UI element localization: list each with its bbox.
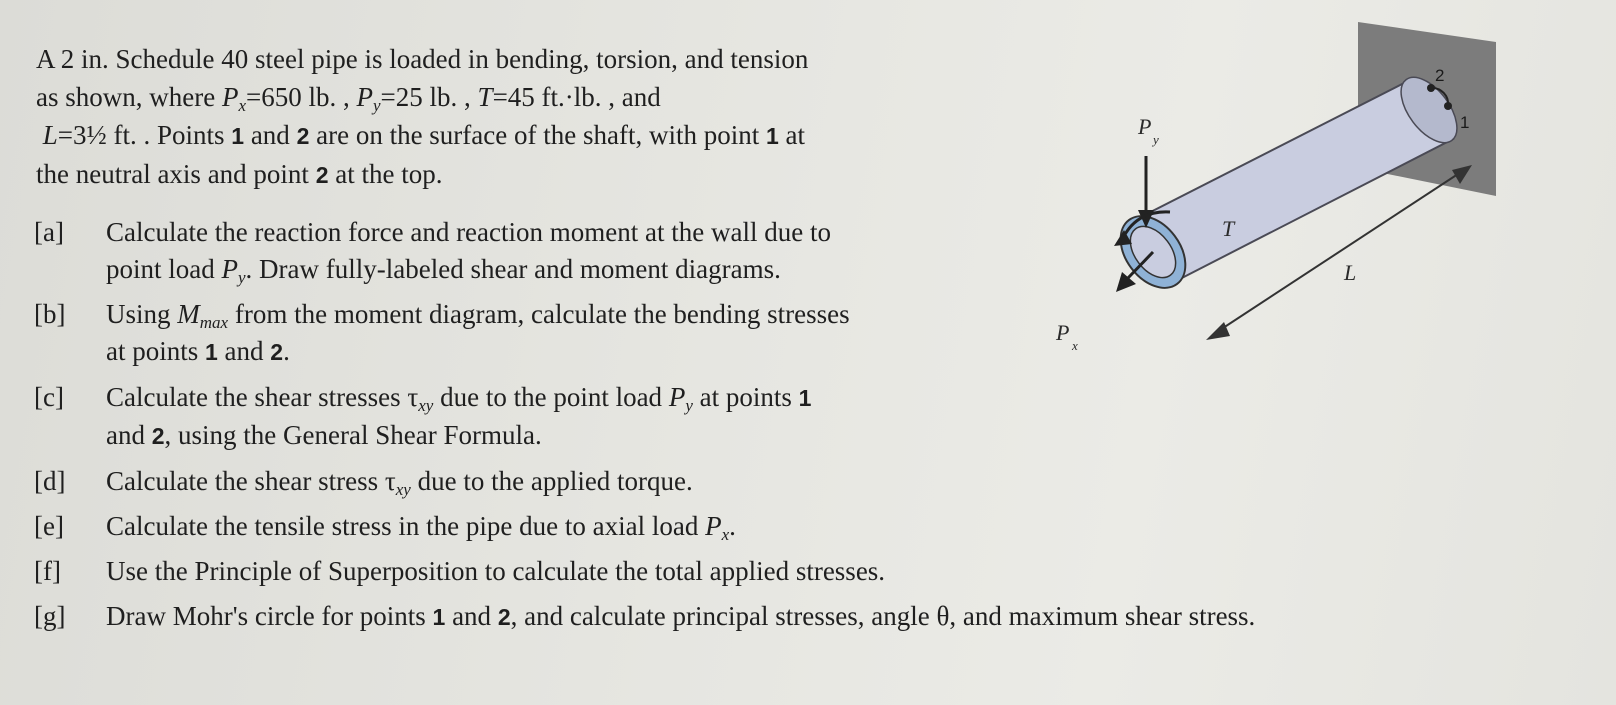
py-subscript: y bbox=[373, 96, 381, 115]
tau-subscript: xy bbox=[395, 480, 411, 499]
task-text: Calculate the shear stresses bbox=[106, 382, 408, 412]
point-2-ref: 2 bbox=[497, 604, 511, 630]
intro-line-2 bbox=[36, 78, 1016, 116]
task-line bbox=[106, 553, 1594, 590]
task-text: from the moment diagram, calculate the bending stresses bbox=[228, 299, 850, 329]
task-text: at points bbox=[692, 382, 799, 412]
task-text: , and calculate principal stresses, angle θ, and maximum shear stress. bbox=[510, 601, 1256, 631]
py-label: P bbox=[1138, 114, 1152, 139]
task-line bbox=[106, 379, 1594, 417]
task-text: Using bbox=[106, 299, 178, 329]
at-word: at bbox=[778, 120, 806, 150]
problem-statement bbox=[36, 40, 1016, 194]
l-value: =3½ ft. . Points bbox=[57, 120, 232, 150]
intro-text-4: the neutral axis and point bbox=[36, 159, 316, 189]
and-word: and bbox=[244, 120, 297, 150]
task-item-c bbox=[34, 379, 1594, 455]
and-word: and bbox=[217, 336, 271, 366]
point-2-ref: 2 bbox=[296, 123, 310, 149]
px-symbol: P bbox=[705, 511, 722, 541]
task-text: Calculate the shear stress bbox=[106, 466, 385, 496]
task-text: point load bbox=[106, 254, 222, 284]
point-2-dot bbox=[1427, 84, 1435, 92]
point-2-label: 2 bbox=[1435, 66, 1445, 85]
task-text: Draw Mohr's circle for points bbox=[106, 601, 433, 631]
task-text: Use the Principle of Superposition to calculate the total applied stresses. bbox=[106, 556, 886, 586]
px-arrow-head bbox=[1116, 272, 1136, 292]
task-tag: [d] bbox=[34, 466, 66, 496]
tau-subscript: xy bbox=[418, 396, 434, 415]
t-label: T bbox=[1222, 216, 1235, 241]
task-item-e bbox=[34, 508, 1594, 545]
tau-symbol: τ bbox=[407, 382, 419, 412]
point-1-ref: 1 bbox=[231, 123, 245, 149]
intro-line-1 bbox=[36, 40, 1016, 78]
task-line bbox=[106, 417, 1594, 455]
intro-line-4 bbox=[36, 155, 1016, 194]
px-label: P bbox=[1056, 320, 1070, 345]
tau-symbol: τ bbox=[384, 466, 396, 496]
point-1-ref-b: 1 bbox=[765, 123, 779, 149]
py-symbol: P bbox=[221, 254, 238, 284]
py-subscript: y bbox=[685, 396, 693, 415]
task-text: due to the applied torque. bbox=[410, 466, 693, 496]
task-tag: [e] bbox=[34, 511, 64, 541]
task-text: . bbox=[729, 511, 736, 541]
and-word: and bbox=[445, 601, 498, 631]
t-value: =45 ft.·lb. , and bbox=[492, 82, 661, 112]
point-2-ref-b: 2 bbox=[315, 162, 329, 188]
pipe-diagram bbox=[1040, 10, 1580, 380]
task-text: . bbox=[283, 336, 290, 366]
py-label-sub: y bbox=[1153, 132, 1159, 147]
l-label: L bbox=[1344, 260, 1357, 285]
py-subscript: y bbox=[238, 268, 246, 287]
task-text: at points bbox=[106, 336, 205, 366]
task-text: due to the point load bbox=[433, 382, 669, 412]
px-subscript: x bbox=[721, 525, 730, 544]
task-line bbox=[106, 598, 1594, 636]
py-symbol: P bbox=[356, 82, 373, 112]
px-value: =650 lb. , bbox=[246, 82, 357, 112]
intro-text-3: are on the surface of the shaft, with point bbox=[309, 120, 766, 150]
px-symbol: P bbox=[221, 82, 239, 112]
task-text: Calculate the reaction force and reaction moment at the wall due to bbox=[106, 217, 831, 247]
task-tag: [f] bbox=[34, 556, 61, 586]
task-line bbox=[106, 508, 1594, 545]
task-line bbox=[106, 463, 1594, 500]
py-symbol: P bbox=[668, 382, 686, 412]
task-item-g bbox=[34, 598, 1594, 636]
point-1-ref: 1 bbox=[432, 604, 446, 630]
m-subscript: max bbox=[199, 313, 229, 332]
task-tag: [b] bbox=[34, 299, 66, 329]
task-text: and bbox=[106, 420, 152, 450]
task-text: Calculate the tensile stress in the pipe due to axial load bbox=[106, 511, 706, 541]
point-1-dot bbox=[1444, 102, 1452, 110]
m-symbol: M bbox=[177, 299, 200, 329]
task-item-f bbox=[34, 553, 1594, 590]
task-text: , using the General Shear Formula. bbox=[164, 420, 542, 450]
point-1-label: 1 bbox=[1460, 113, 1470, 132]
task-tag: [g] bbox=[34, 601, 66, 631]
intro-line-3 bbox=[36, 116, 1016, 155]
point-2-ref: 2 bbox=[151, 423, 165, 449]
task-tag: [a] bbox=[34, 217, 64, 247]
py-value: =25 lb. , bbox=[380, 82, 478, 112]
t-symbol: T bbox=[477, 82, 493, 112]
task-item-d bbox=[34, 463, 1594, 500]
px-subscript: x bbox=[238, 96, 247, 115]
point-2-ref: 2 bbox=[270, 339, 284, 365]
task-text: . Draw fully-labeled shear and moment diagrams. bbox=[245, 254, 781, 284]
point-1-ref: 1 bbox=[798, 385, 812, 411]
intro-text-5: at the top. bbox=[328, 159, 443, 189]
intro-text-1: A 2 in. Schedule 40 steel pipe is loaded in bending, torsion, and tension bbox=[36, 44, 809, 74]
intro-text-2: as shown, where bbox=[36, 82, 222, 112]
point-1-ref: 1 bbox=[205, 339, 218, 365]
task-tag: [c] bbox=[34, 382, 64, 412]
l-symbol: L bbox=[42, 120, 58, 150]
px-label-sub: x bbox=[1072, 338, 1078, 353]
